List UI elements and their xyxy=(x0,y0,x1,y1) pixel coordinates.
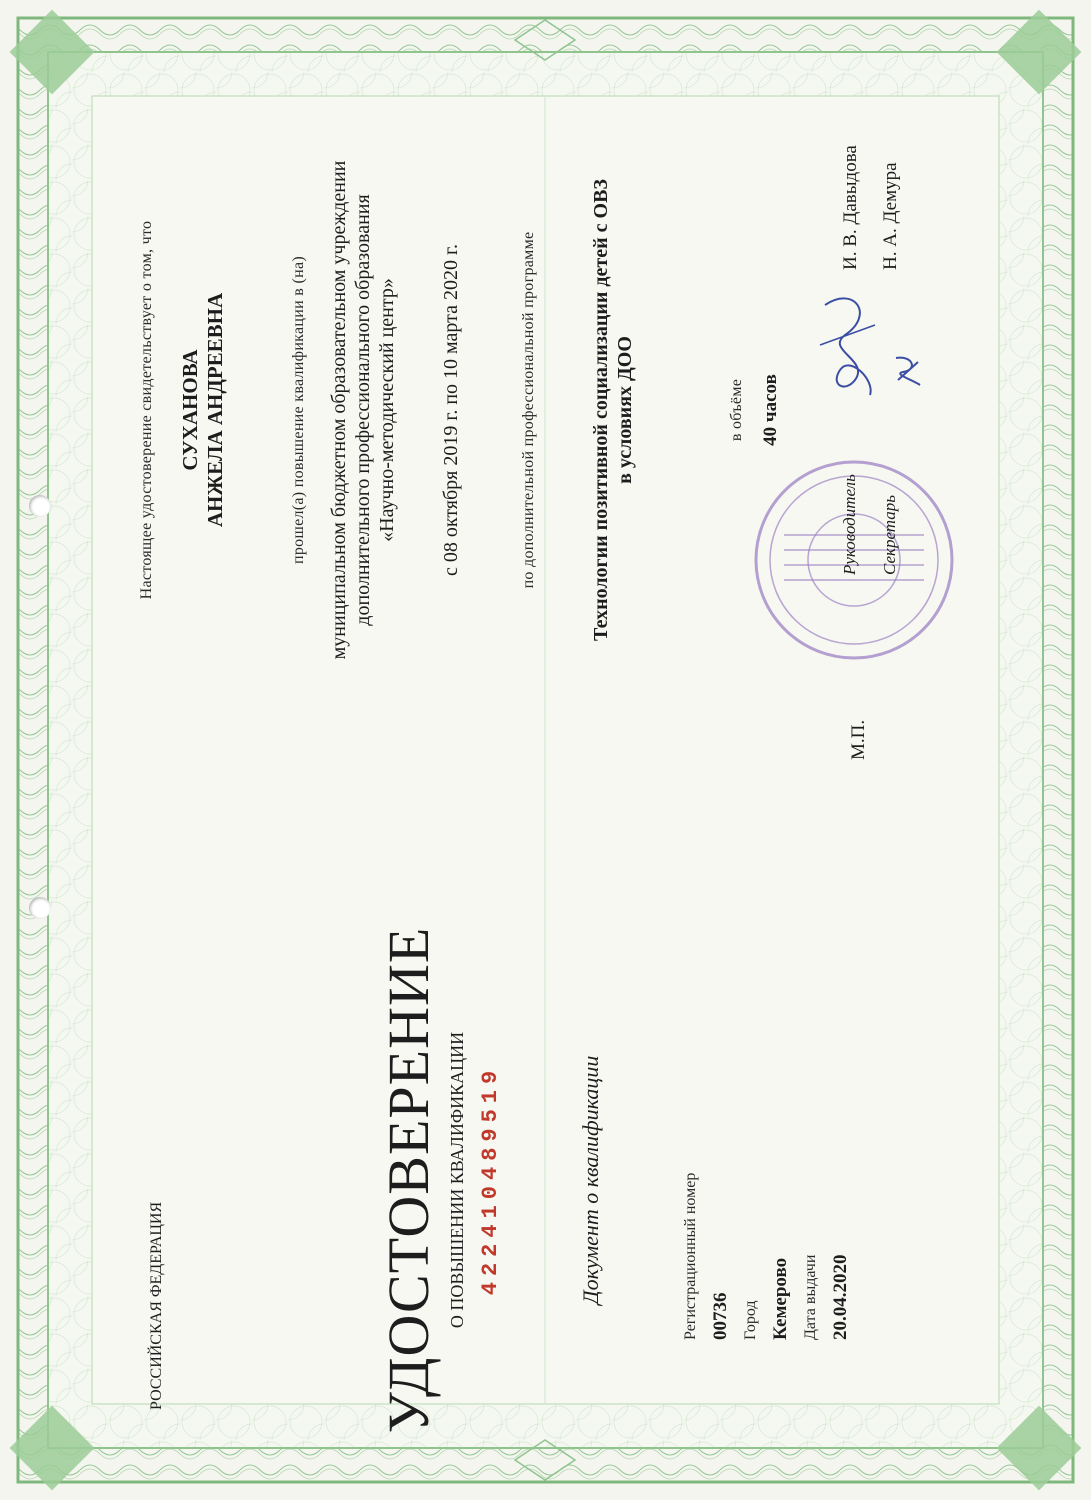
stamp-placeholder: М.П. xyxy=(848,719,869,760)
document-title: УДОСТОВЕРЕНИЕ xyxy=(376,926,441,1434)
issue-date xyxy=(830,1255,852,1341)
organization-line-1: муниципальном бюджетном образовательном учреждении xyxy=(328,160,350,660)
left-half xyxy=(0,800,1091,1440)
right-half xyxy=(0,50,1091,770)
reg-number-label xyxy=(682,1173,700,1340)
volume-hours: 40 часов xyxy=(760,374,781,446)
issue-date-value: 20.04.2020 xyxy=(830,1254,851,1340)
serial-number: 422410489519 xyxy=(478,1064,503,1296)
holder-names: АНЖЕЛА АНДРЕЕВНА xyxy=(203,292,227,528)
document-type: Документ о квалификации xyxy=(578,1055,603,1305)
program-title-line-2: в условиях ДОО xyxy=(614,336,636,484)
head-role: Руководитель xyxy=(840,474,859,575)
issue-date-label xyxy=(802,1255,820,1340)
holder-surname: СУХАНОВА xyxy=(178,349,202,471)
city-value: Кемерово xyxy=(770,1257,791,1340)
document-subtitle: О ПОВЫШЕНИИ КВАЛИФИКАЦИИ xyxy=(447,1031,467,1329)
issue-date-label-text: Дата выдачи xyxy=(802,1254,819,1340)
organization-line-3: «Научно-методический центр» xyxy=(376,278,398,542)
city xyxy=(770,1258,792,1340)
organization-line-2: дополнительного профессионального образования xyxy=(352,194,374,626)
secretary-name: Н. А. Демура xyxy=(880,162,901,270)
secretary-role: Секретарь xyxy=(880,495,899,575)
city-label xyxy=(742,1300,760,1340)
program-label: по дополнительной профессиональной программе xyxy=(520,231,537,589)
country-name: РОССИЙСКАЯ ФЕДЕРАЦИЯ xyxy=(148,1201,165,1410)
passed-text: прошел(а) повышение квалификации в (на) xyxy=(290,256,307,564)
training-period: с 08 октября 2019 г. по 10 марта 2020 г. xyxy=(440,244,462,576)
volume-label: в объёме xyxy=(728,378,745,442)
head-name: И. В. Давыдова xyxy=(840,145,861,270)
program-title-line-1: Технологии позитивной социализации детей с ОВЗ xyxy=(590,179,612,641)
city-label-text: Город xyxy=(742,1300,759,1340)
intro-text: Настоящее удостоверение свидетельствует о том, что xyxy=(138,220,155,600)
reg-number xyxy=(710,1293,732,1341)
reg-label-text: Регистрационный номер xyxy=(682,1172,699,1340)
reg-number-value: 00736 xyxy=(710,1292,731,1340)
